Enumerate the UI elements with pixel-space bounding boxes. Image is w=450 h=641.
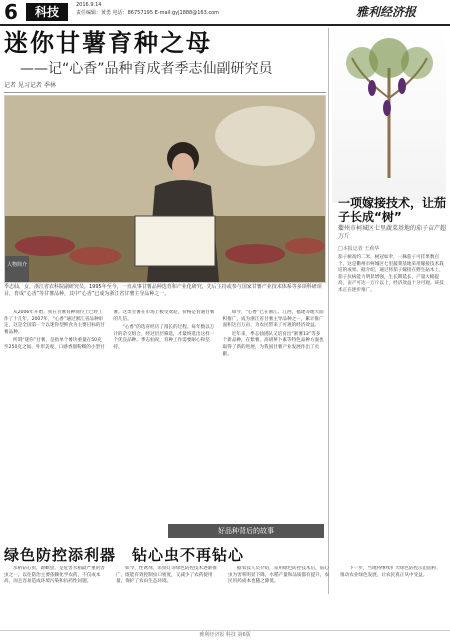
body-paragraph: 所谓“迷你”甘薯，是指单个薯块重量在50克至250克之间、外形美观、口感香甜粉糯的小型甘薯。这类甘薯在市场上极受欢迎，价格是普通甘薯的几倍。	[4, 310, 215, 350]
body-paragraph: 如今，“心香”已在浙江、江西、福建等地大面积推广，成为浙江省甘薯主导品种之一，累计推广面积达百万亩，为农民带来了可观的经济效益。	[222, 310, 324, 329]
body-paragraph: 从2006年开始，我在甘薯育种岗位上已经工作了十几年。2007年，“心香”通过浙江省品种审定，这是全国第一个以迷你型鲜食为主要目标的甘薯品种。	[4, 310, 106, 335]
photo-caption: 季志仙，女，浙江省农科院副研究员，1995年至今，一直从事甘薯品种选育和产业化研究，先后主持或参与国家甘薯产业技术体系等多项科研项目，育成“心香”等甘薯品种，其中“心香”已成为浙江省甘薯主导品种之一。	[4, 284, 322, 297]
column-banner: 好品种背后的故事	[168, 524, 324, 538]
sidebar-body: 茄子树高约二米，树冠如伞，一株茄子可挂果数百个。这是衢州市柯城区七里蔬菜基地采用嫁接技术栽培的成果。据介绍，通过将茄子嫁接在野生砧木上，茄子抗病能力明显增强，生长期延长，产量大幅提高，亩产可达一万斤以上，经济效益十分可观。该技术正在逐步推广。	[338, 255, 444, 293]
article-byline: 记者 见习记者 季林	[4, 82, 56, 89]
body-paragraph: 下一步，当地将继续扩大绿色防控示范面积，推动农业绿色发展，让农民真正从中受益。	[340, 566, 441, 578]
page-footer: 雅利经济报 科技 第6版	[0, 630, 450, 641]
body-paragraph: 水稻钻心虫，即螟虫，是危害水稻最严重的害虫之一。以往防治主要依赖化学农药，不仅成本高，而且容易造成环境污染和抗药性问题。	[4, 566, 105, 585]
section-label: 科技	[26, 3, 68, 21]
body-paragraph: “心香”的选育经历了漫长的过程。每年数以万计的杂交组合，经过层层筛选，才最终选出这样一个优良品种。季志仙说，育种工作需要耐心和坚持。	[113, 325, 215, 350]
date-line: 2016.9.14	[76, 2, 102, 8]
sidebar-subtitle: 衢州市柯城区七里蔬菜基地的茄子亩产超万斤	[338, 225, 447, 240]
article-headline: 迷你甘薯育种之母	[4, 29, 212, 57]
bottom-story-title: 绿色防控添利器 钻心虫不再钻心	[4, 546, 245, 564]
bottom-story-body	[4, 566, 444, 628]
newspaper-brand: 雅利经济报	[356, 5, 417, 19]
editor-line: 责任编辑：黄勇 电话：86757195 E-mail:gyj1888@163.com	[76, 10, 220, 16]
photo-illustration	[5, 96, 325, 282]
body-paragraph: 近年来，季志仙团队又培育出“浙薯13”等多个新品种，在紫薯、高胡萝卜素等特色品种方面也取得了新的进展，为我国甘薯产业发展作出了贡献。	[222, 331, 324, 357]
sidebar-title: 一项嫁接技术，让茄子长成“树”	[338, 196, 447, 224]
column-divider	[328, 28, 329, 594]
sidebar-illustration	[332, 28, 446, 203]
body-paragraph: 如今，性诱剂、杀虫灯等绿色防控技术逐渐推广，既能有效控制虫口密度，又减少了农药使用量，保护了农田生态环境。	[116, 566, 217, 585]
tree-illustration	[332, 28, 446, 188]
sidebar-byline: □本报记者 王莉华	[338, 246, 380, 252]
photo-label: 人物简介	[5, 256, 29, 283]
page-number: 6	[4, 0, 18, 24]
article-body	[4, 310, 324, 542]
body-paragraph: 据农技人员介绍，采用绿色防控技术后，钻心虫为害率明显下降，水稻产量和品质都有提升，农民用药成本也随之降低。	[228, 566, 330, 585]
divider	[4, 92, 326, 93]
article-subheadline: ——记“心香”品种育成者季志仙副研究员	[20, 61, 273, 77]
article-photo	[4, 95, 326, 283]
